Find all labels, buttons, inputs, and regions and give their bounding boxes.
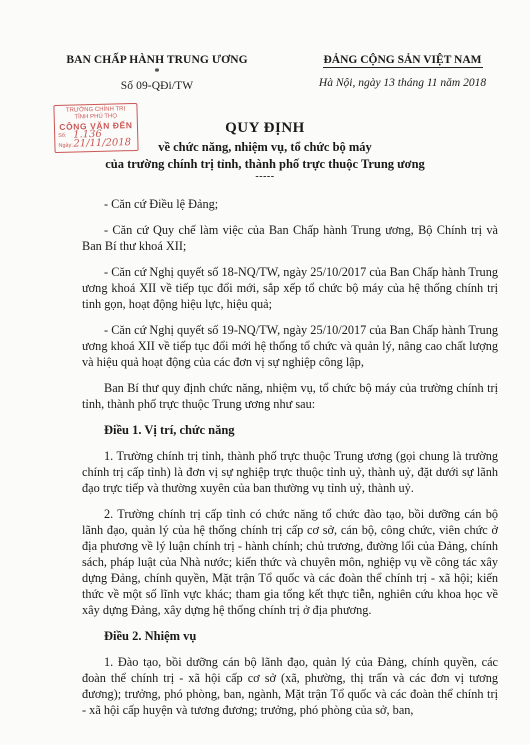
preamble-3: - Căn cứ Nghị quyết số 18-NQ/TW, ngày 25/10/2017 của Ban Chấp hành Trung ương khoá XII về tiếp tục đổi mới, sắp xếp tổ chức bộ máy của hệ thống chính trị tinh gọn, hoạt động hiệu lực, hiệu quả; <box>82 265 498 311</box>
preamble-1: - Căn cứ Điều lệ Đảng; <box>104 197 219 211</box>
article-1-para-2: 2. Trường chính trị cấp tỉnh có chức năng tổ chức đào tạo, bồi dưỡng cán bộ lãnh đạo, quản lý của hệ thống chính trị cấp cơ sở, cán bộ, công chức, viên chức ở địa phương về lý luận chính trị - hành chính; chủ trương, đường lối của Đảng, chính sách, pháp luật của Nhà nước; kiến thức và chuyên môn, nghiệp vụ về công tác xây dựng Đảng, chính quyền, Mặt trận Tổ quốc và các đoàn thể chính trị - xã hội; kiến thức về một số lĩnh vực khác; tham gia tổng kết thực tiễn, nghiên cứu khoa học về xây dựng Đảng, xây dựng hệ thống chính trị ở địa phương. <box>82 507 498 617</box>
article-1-para-1: 1. Trường chính trị tỉnh, thành phố trực thuộc Trung ương (gọi chung là trường chính trị cấp tỉnh) là đơn vị sự nghiệp trực thuộc tỉnh uỷ, thành uỷ, đặt dưới sự lãnh đạo trực tiếp và thường xuyên của ban thường vụ tỉnh uỷ, thành uỷ. <box>82 449 498 495</box>
preamble-4: - Căn cứ Nghị quyết số 19-NQ/TW, ngày 25/10/2017 của Ban Chấp hành Trung ương khoá XII về tiếp tục đổi mới hệ thống tổ chức và quản lý, nâng cao chất lượng và hiệu quả hoạt động của các đơn vị sự nghiệp công lập, <box>82 323 498 369</box>
document-number: Số 09-QĐi/TW <box>120 80 194 92</box>
article-2-heading: Điều 2. Nhiệm vụ <box>104 629 197 643</box>
header-right <box>300 54 505 89</box>
preamble-2: - Căn cứ Quy chế làm việc của Ban Chấp hành Trung ương, Bộ Chính trị và Ban Bí thư khoá XII; <box>82 223 498 253</box>
document-title: QUY ĐỊNH <box>225 120 305 136</box>
article-1-heading: Điều 1. Vị trí, chức năng <box>104 423 235 437</box>
document-body <box>82 196 498 718</box>
article-2-para-1: 1. Đào tạo, bồi dưỡng cán bộ lãnh đạo, quản lý của Đảng, chính quyền, các đoàn thể chính trị - xã hội cấp cơ sở (xã, phường, thị trấn và các đơn vị tương đương); trưởng, phó phòng, ban, ngành, Mặt trận Tổ quốc và các đoàn thể chính trị - xã hội cấp huyện và tương đương; trưởng, phó phòng của sở, ban, <box>82 655 498 717</box>
party-underline <box>323 67 483 68</box>
issuing-body: BAN CHẤP HÀNH TRUNG ƯƠNG <box>66 54 248 66</box>
stamp-ngay-value: 21/11/2018 <box>73 137 132 150</box>
party-name: ĐẢNG CỘNG SẢN VIỆT NAM <box>323 54 482 66</box>
title-separator: ----- <box>255 171 275 182</box>
stamp-ngay-label: Ngày: <box>58 142 73 149</box>
stamp-line3: CÔNG VĂN ĐẾN <box>59 120 133 132</box>
header-left <box>52 54 262 92</box>
stamp-so-label: Số: <box>58 132 67 139</box>
preamble-5: Ban Bí thư quy định chức năng, nhiệm vụ, tổ chức bộ máy của trường chính trị tỉnh, thành phố trực thuộc Trung ương như sau: <box>82 381 498 411</box>
stamp-line2: TỈNH PHÚ THỌ <box>74 113 118 121</box>
stamp-line1: TRƯỜNG CHÍNH TRỊ <box>65 106 126 114</box>
issue-date: Hà Nội, ngày 13 tháng 11 năm 2018 <box>318 77 487 89</box>
document-subtitle-1: về chức năng, nhiệm vụ, tổ chức bộ máy <box>158 140 372 154</box>
header-star: * <box>154 67 160 78</box>
stamp-so-value: 1.136 <box>73 128 102 141</box>
document-subtitle-2: của trường chính trị tỉnh, thành phố trực thuộc Trung ương <box>105 157 425 171</box>
